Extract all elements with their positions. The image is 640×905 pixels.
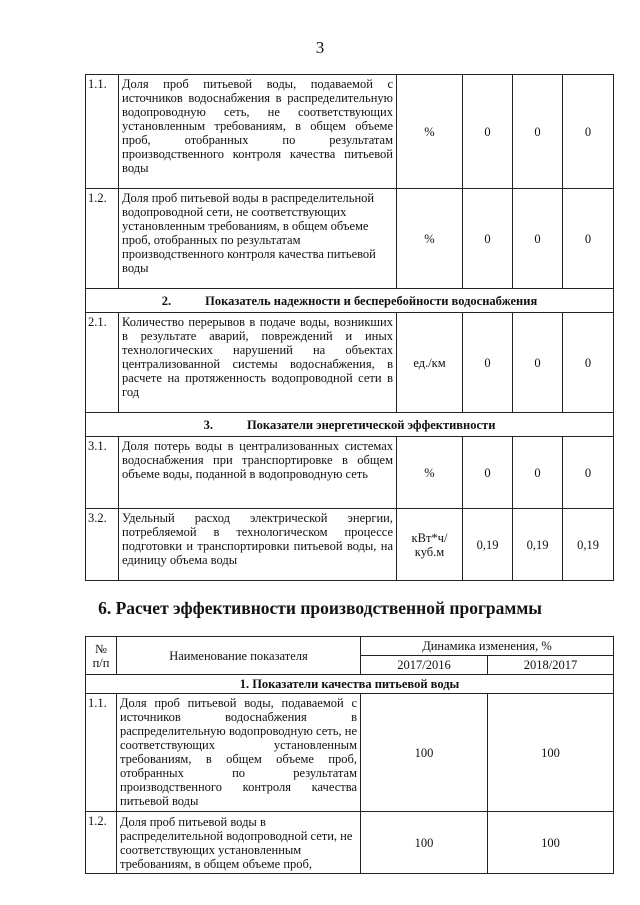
- indicator-name: Доля проб питьевой воды, подаваемой с источников водоснабжения в распределительную водопроводную сеть, не соответствующих установленным требованиям, в общем объеме проб, отобранных по результатам производственного контроля качества питьевой воды: [117, 694, 361, 812]
- value-cell: 0,19: [463, 509, 513, 581]
- value-cell: 0: [563, 437, 614, 509]
- value-cell: 100: [488, 812, 614, 874]
- unit-cell: %: [397, 189, 463, 289]
- row-number: 1.2.: [86, 812, 117, 874]
- value-cell: 0: [563, 313, 614, 413]
- row-number: 1.1.: [86, 694, 117, 812]
- column-header-year: 2017/2016: [361, 656, 488, 675]
- section-title: Показатели энергетической эффективности: [246, 417, 496, 432]
- efficiency-table: [85, 636, 614, 874]
- indicator-name: Доля проб питьевой воды в распределительной водопроводной сети, не соответствующих установленным требованиям, в общем объеме проб, отобранных по результатам производственного контроля качества питьевой воды: [119, 189, 397, 289]
- page-number: 3: [315, 38, 325, 57]
- value-cell: 100: [361, 812, 488, 874]
- row-number: 3.1.: [86, 437, 119, 509]
- indicator-name: Доля проб питьевой воды, подаваемой с источников водоснабжения в распределительную водопроводную сеть, не соответствующих установленным требованиям, в общем объеме проб, отобранных по результатам производственного контроля качества питьевой воды: [119, 75, 397, 189]
- value-cell: 0: [463, 189, 513, 289]
- column-header-dynamics: Динамика изменения, %: [361, 637, 614, 656]
- section-number: 3.: [203, 417, 213, 432]
- value-cell: 0,19: [563, 509, 614, 581]
- section-title: Показатель надежности и бесперебойности водоснабжения: [205, 293, 538, 308]
- section-row: [86, 675, 614, 694]
- table-row: [86, 189, 614, 289]
- value-cell: 100: [488, 694, 614, 812]
- indicator-name: Количество перерывов в подаче воды, возникших в результате аварий, повреждений и иных технологических нарушений на объектах централизованной системы водоснабжения, в расчете на протяженность водопроводной сети в год: [119, 313, 397, 413]
- column-header-year: 2018/2017: [488, 656, 614, 675]
- table-row: [86, 694, 614, 812]
- indicator-name: Удельный расход электрической энергии, потребляемой в технологическом процессе подготовки и транспортировки питьевой воды, на единицу объема воды: [119, 509, 397, 581]
- row-number: 3.2.: [86, 509, 119, 581]
- value-cell: 0: [513, 313, 563, 413]
- value-cell: 0,19: [513, 509, 563, 581]
- indicator-name: Доля потерь воды в централизованных системах водоснабжения при транспортировке в общем объеме воды, поданной в водопроводную сеть: [119, 437, 397, 509]
- column-header-number: № п/п: [86, 637, 117, 675]
- table-row: [86, 75, 614, 189]
- column-header-name: Наименование показателя: [117, 637, 361, 675]
- unit-cell: %: [397, 437, 463, 509]
- row-number: 1.1.: [86, 75, 119, 189]
- section-row: [86, 289, 614, 313]
- table-header-row: [86, 637, 614, 656]
- indicator-name: Доля проб питьевой воды в распределительной водопроводной сети, не соответствующих установленным требованиям, в общем объеме проб,: [117, 812, 361, 874]
- unit-cell: кВт*ч/ куб.м: [397, 509, 463, 581]
- value-cell: 100: [361, 694, 488, 812]
- value-cell: 0: [513, 75, 563, 189]
- unit-cell: %: [397, 75, 463, 189]
- table-row: [86, 509, 614, 581]
- value-cell: 0: [463, 437, 513, 509]
- value-cell: 0: [463, 313, 513, 413]
- section-heading: 6. Расчет эффективности производственной программы: [98, 598, 542, 618]
- unit-cell: ед./км: [397, 313, 463, 413]
- row-number: 1.2.: [86, 189, 119, 289]
- table-row: [86, 812, 614, 874]
- table-row: [86, 313, 614, 413]
- indicators-table: [85, 74, 614, 581]
- value-cell: 0: [463, 75, 513, 189]
- value-cell: 0: [563, 75, 614, 189]
- section-row: [86, 413, 614, 437]
- section-number: 2.: [161, 293, 172, 308]
- section-title: 1. Показатели качества питьевой воды: [86, 675, 614, 694]
- table-row: [86, 437, 614, 509]
- value-cell: 0: [513, 189, 563, 289]
- value-cell: 0: [513, 437, 563, 509]
- value-cell: 0: [563, 189, 614, 289]
- row-number: 2.1.: [86, 313, 119, 413]
